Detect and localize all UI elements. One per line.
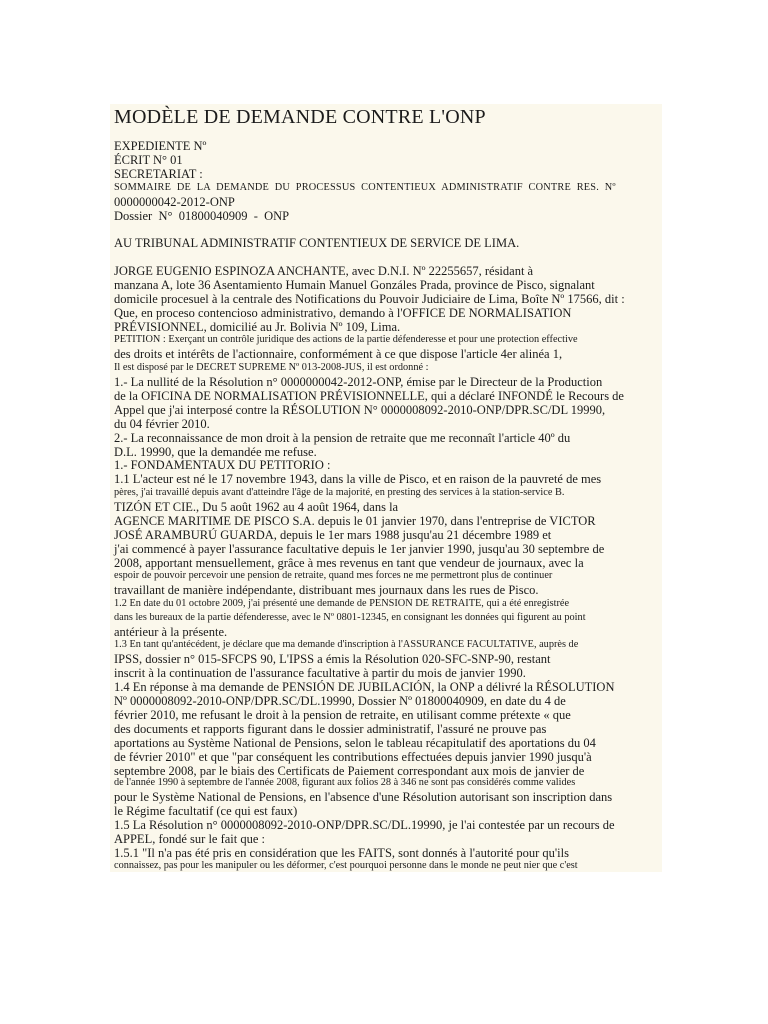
text-line: Dossier N° 01800040909 - ONP bbox=[114, 209, 290, 223]
text-line: D.L. 19990, que la demandée me refuse. bbox=[114, 445, 317, 459]
text-line: 1.4 En réponse à ma demande de PENSIÓN DE JUBILACIÓN, la ONP a délivré la RÉSOLUTION bbox=[114, 680, 615, 694]
text-line: 1.- La nullité de la Résolution n° 0000000042-2012-ONP, émise par le Directeur de la Production bbox=[114, 375, 603, 389]
text-line: des documents et rapports figurant dans le dossier administratif, l'assuré ne prouve pas bbox=[114, 722, 547, 736]
text-line: de février 2010" et que "par conséquent les contributions effectuées depuis janvier 1990 jusqu'à bbox=[114, 750, 592, 764]
text-line: 1.1 L'acteur est né le 17 novembre 1943, dans la ville de Pisco, et en raison de la pauvreté de mes bbox=[114, 472, 602, 486]
text-line: EXPEDIENTE Nº bbox=[114, 139, 207, 153]
text-line: JORGE EUGENIO ESPINOZA ANCHANTE, avec D.N.I. Nº 22255657, résidant à bbox=[114, 264, 534, 278]
text-line: SOMMAIRE DE LA DEMANDE DU PROCESSUS CONTENTIEUX ADMINISTRATIF CONTRE RES. Nº bbox=[114, 182, 616, 193]
text-line: domicile procesuel à la centrale des Notifications du Pouvoir Judiciaire de Lima, Boîte Nº 17566, dit : bbox=[114, 292, 625, 306]
text-line: 1.3 En tant qu'antécédent, je déclare que ma demande d'inscription à l'ASSURANCE FACULTATIVE, auprès de bbox=[114, 639, 579, 650]
text-line: de l'année 1990 à septembre de l'année 2008, figurant aux folios 28 à 346 ne sont pas considérés comme valides bbox=[114, 777, 576, 788]
text-line: SECRETARIAT : bbox=[114, 167, 203, 181]
text-line: dans les bureaux de la partie défenderesse, avec le Nº 0801-12345, en consignant les données qui figurent au point bbox=[114, 612, 586, 623]
text-line: TIZÓN ET CIE., Du 5 août 1962 au 4 août 1964, dans la bbox=[114, 500, 399, 514]
text-line: IPSS, dossier n° 015-SFCPS 90, L'IPSS a émis la Résolution 020-SFC-SNP-90, restant bbox=[114, 652, 551, 666]
text-line: PETITION : Exerçant un contrôle juridique des actions de la partie défenderesse et pour une protection effective bbox=[114, 334, 578, 345]
text-line: du 04 février 2010. bbox=[114, 417, 210, 431]
text-line: des droits et intérêts de l'actionnaire, conformément à ce que dispose l'article 4er alinéa 1, bbox=[114, 347, 563, 361]
text-line: 1.5 La Résolution n° 0000008092-2010-ONP/DPR.SC/DL.19990, je l'ai contestée par un recours de bbox=[114, 818, 615, 832]
text-line: Appel que j'ai interposé contre la RÉSOLUTION N° 0000008092-2010-ONP/DPR.SC/DL 19990, bbox=[114, 403, 606, 417]
text-line: pères, j'ai travaillé depuis avant d'atteindre l'âge de la majorité, en presting des services à la station-service B. bbox=[114, 487, 565, 498]
text-line: 2008, apportant mensuellement, grâce à mes revenus en tant que vendeur de journaux, avec la bbox=[114, 556, 584, 570]
text-line: AGENCE MARITIME DE PISCO S.A. depuis le 01 janvier 1970, dans l'entreprise de VICTOR bbox=[114, 514, 596, 528]
text-line: connaissez, pas pour les manipuler ou les déformer, c'est pourquoi personne dans le monde ne peut nier que c'est bbox=[114, 860, 578, 871]
document-title: MODÈLE DE DEMANDE CONTRE L'ONP bbox=[114, 106, 486, 128]
text-line: septembre 2008, par le biais des Certificats de Paiement correspondant aux mois de janvier de bbox=[114, 764, 585, 778]
text-line: 0000000042-2012-ONP bbox=[114, 195, 235, 209]
text-line: APPEL, fondé sur le fait que : bbox=[114, 832, 266, 846]
text-line: le Régime facultatif (ce qui est faux) bbox=[114, 804, 298, 818]
text-line: 1.5.1 "Il n'a pas été pris en considération que les FAITS, sont donnés à l'autorité pour qu'ils bbox=[114, 846, 569, 860]
text-line: 2.- La reconnaissance de mon droit à la pension de retraite que me reconnaît l'article 40º du bbox=[114, 431, 571, 445]
text-line: Il est disposé par le DECRET SUPREME Nº 013-2008-JUS, il est ordonné : bbox=[114, 362, 429, 373]
text-line: PRÉVISIONNEL, domicilié au Jr. Bolivia Nº 109, Lima. bbox=[114, 320, 401, 334]
text-line: JOSÉ ARAMBURÚ GUARDA, depuis le 1er mars 1988 jusqu'au 21 décembre 1989 et bbox=[114, 528, 552, 542]
text-line: février 2010, me refusant le droit à la pension de retraite, en utilisant comme prétexte « que bbox=[114, 708, 571, 722]
text-line: 1.2 En date du 01 octobre 2009, j'ai présenté une demande de PENSION DE RETRAITE, qui a été enregistrée bbox=[114, 598, 570, 609]
text-line: ÉCRIT N° 01 bbox=[114, 153, 183, 167]
text-line: de la OFICINA DE NORMALISATION PRÉVISIONNELLE, qui a déclaré INFONDÉ le Recours de bbox=[114, 389, 624, 403]
text-line: AU TRIBUNAL ADMINISTRATIF CONTENTIEUX DE SERVICE DE LIMA. bbox=[114, 236, 520, 250]
text-line: j'ai commencé à payer l'assurance facultative depuis le 1er janvier 1990, jusqu'au 30 septembre de bbox=[114, 542, 605, 556]
text-line: Nº 0000008092-2010-ONP/DPR.SC/DL.19990, Dossier Nº 01800040909, en date du 4 de bbox=[114, 694, 566, 708]
text-line: inscrit à la continuation de l'assurance facultative à partir du mois de janvier 1990. bbox=[114, 666, 526, 680]
text-line: manzana A, lote 36 Asentamiento Humain Manuel Gonzáles Prada, province de Pisco, signalant bbox=[114, 278, 595, 292]
text-line: 1.- FONDAMENTAUX DU PETITORIO : bbox=[114, 458, 331, 472]
text-line: aportations au Système National de Pensions, selon le tableau récapitulatif des aportations du 04 bbox=[114, 736, 596, 750]
text-line: travaillant de manière indépendante, distribuant mes journaux dans les rues de Pisco. bbox=[114, 583, 539, 597]
text-line: antérieur à la présente. bbox=[114, 625, 228, 639]
text-line: espoir de pouvoir percevoir une pension de retraite, quand mes forces ne me permettront plus de continuer bbox=[114, 570, 553, 581]
text-line: pour le Système National de Pensions, en l'absence d'une Résolution autorisant son inscription dans bbox=[114, 790, 613, 804]
text-line: Que, en proceso contencioso administrativo, demando à l'OFFICE DE NORMALISATION bbox=[114, 306, 572, 320]
